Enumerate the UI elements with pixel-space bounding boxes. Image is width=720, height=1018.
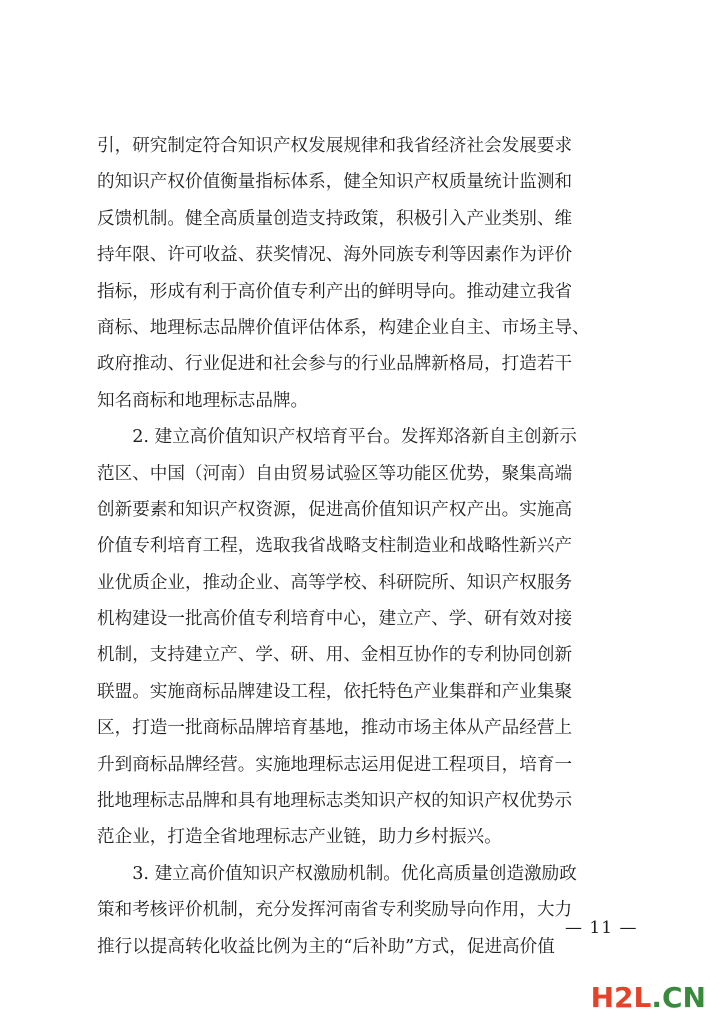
text-line: 政府推动、行业促进和社会参与的行业品牌新格局，打造若干 [97,354,573,375]
text-line: 推行以提高转化收益比例为主的“后补助”方式，促进高价值 [97,936,555,957]
text-line: 创新要素和知识产权资源，促进高价值知识产权产出。实施高 [97,499,573,520]
text-line: 批地理标志品牌和具有地理标志类知识产权的知识产权优势示 [97,791,573,812]
text-line: 联盟。实施商标品牌建设工程，依托特色产业集群和产业集聚 [97,681,573,702]
watermark-part-1: H2L [590,981,652,1014]
text-line: 2. 建立高价值知识产权培育平台。发挥郑洛新自主创新示 [97,427,577,448]
text-line: 机制，支持建立产、学、研、用、金相互协作的专利协同创新 [97,645,573,666]
text-line: 3. 建立高价值知识产权激励机制。优化高质量创造激励政 [97,863,577,884]
body-text [97,128,637,965]
text-line: 范区、中国（河南）自由贸易试验区等功能区优势，聚集高端 [97,463,573,484]
watermark-part-2: .CN [651,981,706,1014]
text-line: 业优质企业，推动企业、高等学校、科研院所、知识产权服务 [97,572,573,593]
text-line: 范企业，打造全省地理标志产业链，助力乡村振兴。 [97,827,502,848]
text-line: 区，打造一批商标品牌培育基地，推动市场主体从产品经营上 [97,718,573,739]
text-line: 升到商标品牌经营。实施地理标志运用促进工程项目，培育一 [97,754,573,775]
text-line: 机构建设一批高价值专利培育中心，建立产、学、研有效对接 [97,609,573,630]
text-line: 商标、地理标志品牌价值评估体系，构建企业自主、市场主导、 [97,317,590,338]
text-line: 引，研究制定符合知识产权发展规律和我省经济社会发展要求 [97,136,573,156]
page-number: — 11 — [565,918,638,938]
watermark-logo [590,981,706,1014]
text-line: 指标，形成有利于高价值专利产出的鲜明导向。推动建立我省 [97,281,573,302]
text-line: 策和考核评价机制，充分发挥河南省专利奖励导向作用，大力 [97,900,573,921]
text-line: 的知识产权价值衡量指标体系，健全知识产权质量统计监测和 [97,172,573,193]
text-line: 反馈机制。健全高质量创造支持政策，积极引入产业类别、维 [97,208,573,229]
text-line: 价值专利培育工程，选取我省战略支柱制造业和战略性新兴产 [97,536,573,557]
text-line: 知名商标和地理标志品牌。 [97,390,309,411]
text-line: 持年限、许可收益、获奖情况、海外同族专利等因素作为评价 [97,245,573,266]
